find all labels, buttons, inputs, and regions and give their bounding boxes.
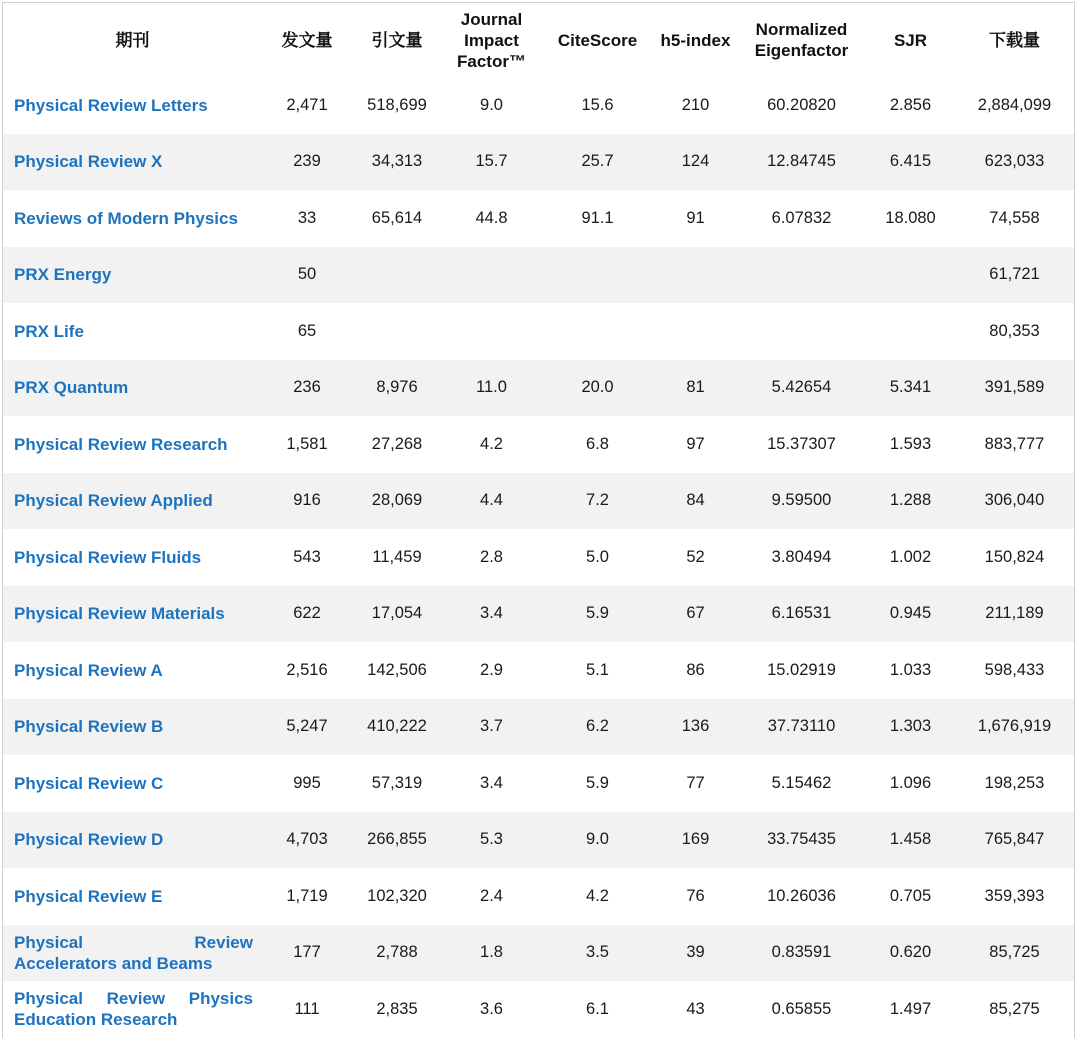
downloads-cell: 2,884,099 bbox=[977, 95, 1052, 114]
eigenfactor-cell: 37.73110 bbox=[767, 717, 836, 736]
citescore-cell: 4.2 bbox=[586, 886, 609, 905]
journal-name bbox=[3, 868, 262, 925]
table-row bbox=[3, 190, 1074, 247]
impact-factor-cell: 1.8 bbox=[480, 943, 503, 962]
journal-link[interactable]: Physical Review Applied bbox=[14, 491, 213, 511]
table-row bbox=[3, 416, 1074, 473]
h5-index-cell: 210 bbox=[681, 95, 710, 114]
downloads-cell: 80,353 bbox=[989, 321, 1040, 340]
h5-index-cell: 77 bbox=[686, 773, 705, 792]
eigenfactor-cell: 6.16531 bbox=[771, 604, 832, 623]
journal-link[interactable]: Physical Review Materials bbox=[14, 604, 225, 624]
citations-cell: 8,976 bbox=[376, 378, 418, 397]
downloads-cell: 198,253 bbox=[984, 773, 1045, 792]
journal-name bbox=[3, 360, 262, 417]
journal-metrics-table-frame bbox=[2, 2, 1075, 1038]
journal-name bbox=[3, 77, 262, 134]
table-header bbox=[3, 3, 1074, 77]
table-row bbox=[3, 247, 1074, 304]
impact-factor-cell: 3.6 bbox=[480, 999, 503, 1018]
table-row bbox=[3, 134, 1074, 191]
eigenfactor-cell: 12.84745 bbox=[767, 152, 836, 171]
sjr-cell: 1.458 bbox=[889, 830, 932, 849]
journal-name bbox=[3, 642, 262, 699]
impact-factor-cell: 3.4 bbox=[480, 604, 503, 623]
downloads-cell: 391,589 bbox=[984, 378, 1045, 397]
downloads-cell: 85,275 bbox=[989, 999, 1040, 1018]
table-body bbox=[3, 77, 1074, 1038]
header-impact-factor: Journal Impact Factor™ bbox=[457, 9, 526, 71]
impact-factor-cell: 4.2 bbox=[480, 434, 503, 453]
citations-cell bbox=[352, 303, 442, 360]
journal-link[interactable]: Physical Review C bbox=[14, 773, 164, 793]
citescore-cell: 6.2 bbox=[586, 717, 609, 736]
sjr-cell: 1.288 bbox=[889, 491, 932, 510]
sjr-cell: 1.593 bbox=[889, 434, 932, 453]
h5-index-cell: 84 bbox=[686, 491, 705, 510]
h5-index-cell: 52 bbox=[686, 547, 705, 566]
header-sjr: SJR bbox=[893, 30, 928, 50]
journal-name bbox=[3, 812, 262, 869]
downloads-cell: 85,725 bbox=[989, 943, 1040, 962]
impact-factor-cell: 9.0 bbox=[480, 95, 503, 114]
eigenfactor-cell: 0.83591 bbox=[771, 943, 832, 962]
citescore-cell: 5.1 bbox=[586, 660, 609, 679]
articles-cell: 111 bbox=[294, 999, 320, 1018]
sjr-cell: 0.945 bbox=[889, 604, 932, 623]
impact-factor-cell: 15.7 bbox=[475, 152, 508, 171]
articles-cell: 1,581 bbox=[286, 434, 328, 453]
sjr-cell bbox=[866, 247, 955, 304]
journal-name bbox=[3, 755, 262, 812]
h5-index-cell: 169 bbox=[681, 830, 710, 849]
h5-index-cell: 39 bbox=[686, 943, 705, 962]
h5-index-cell bbox=[654, 303, 737, 360]
journal-name bbox=[3, 529, 262, 586]
downloads-cell: 765,847 bbox=[984, 830, 1045, 849]
articles-cell: 177 bbox=[293, 943, 321, 962]
journal-name bbox=[3, 247, 262, 304]
journal-name bbox=[3, 134, 262, 191]
articles-cell: 916 bbox=[293, 491, 321, 510]
impact-factor-cell: 4.4 bbox=[480, 491, 503, 510]
eigenfactor-cell: 10.26036 bbox=[767, 886, 836, 905]
sjr-cell: 6.415 bbox=[889, 152, 932, 171]
citations-cell: 2,835 bbox=[376, 999, 418, 1018]
articles-cell: 622 bbox=[293, 604, 321, 623]
h5-index-cell: 91 bbox=[686, 208, 705, 227]
eigenfactor-cell: 15.02919 bbox=[767, 660, 836, 679]
journal-link[interactable]: Physical Review Physics Education Research bbox=[14, 989, 253, 1030]
table-row bbox=[3, 981, 1074, 1038]
impact-factor-cell: 44.8 bbox=[475, 208, 508, 227]
citations-cell: 142,506 bbox=[367, 660, 427, 679]
journal-name bbox=[3, 586, 262, 643]
journal-link[interactable]: Physical Review D bbox=[14, 830, 164, 850]
sjr-cell: 1.497 bbox=[889, 999, 932, 1018]
citations-cell: 266,855 bbox=[367, 830, 427, 849]
citations-cell: 57,319 bbox=[371, 773, 423, 792]
citescore-cell: 5.9 bbox=[586, 604, 609, 623]
h5-index-cell: 124 bbox=[681, 152, 710, 171]
citations-cell: 11,459 bbox=[372, 547, 422, 566]
h5-index-cell: 76 bbox=[686, 886, 705, 905]
journal-name bbox=[3, 981, 262, 1038]
citations-cell: 28,069 bbox=[371, 491, 423, 510]
downloads-cell: 211,189 bbox=[985, 604, 1044, 623]
articles-cell: 50 bbox=[297, 265, 317, 284]
impact-factor-cell: 2.9 bbox=[480, 660, 503, 679]
citescore-cell: 9.0 bbox=[586, 830, 609, 849]
citations-cell: 34,313 bbox=[371, 152, 423, 171]
h5-index-cell: 86 bbox=[686, 660, 705, 679]
downloads-cell: 359,393 bbox=[984, 886, 1045, 905]
h5-index-cell: 97 bbox=[686, 434, 705, 453]
header-eigenfactor: Normalized Eigenfactor bbox=[754, 20, 849, 60]
table-row bbox=[3, 868, 1074, 925]
citescore-cell: 20.0 bbox=[581, 378, 614, 397]
eigenfactor-cell: 9.59500 bbox=[771, 491, 832, 510]
journal-link[interactable]: Physical Review Accelerators and Beams bbox=[14, 932, 253, 973]
articles-cell: 2,471 bbox=[286, 95, 328, 114]
journal-name bbox=[3, 416, 262, 473]
table-row bbox=[3, 77, 1074, 134]
citations-cell: 17,054 bbox=[371, 604, 423, 623]
eigenfactor-cell: 15.37307 bbox=[767, 434, 836, 453]
journal-link[interactable]: PRX Life bbox=[14, 321, 84, 341]
h5-index-cell: 43 bbox=[686, 999, 705, 1018]
table-row bbox=[3, 303, 1074, 360]
sjr-cell: 1.303 bbox=[889, 717, 932, 736]
table-row bbox=[3, 755, 1074, 812]
citescore-cell bbox=[541, 247, 654, 304]
downloads-cell: 150,824 bbox=[984, 547, 1045, 566]
citescore-cell: 5.0 bbox=[586, 547, 609, 566]
citescore-cell: 6.1 bbox=[586, 999, 609, 1018]
articles-cell: 239 bbox=[293, 152, 321, 171]
citescore-cell bbox=[541, 303, 654, 360]
h5-index-cell bbox=[654, 247, 737, 304]
downloads-cell: 74,558 bbox=[989, 208, 1040, 227]
table-row bbox=[3, 699, 1074, 756]
impact-factor-cell bbox=[442, 303, 541, 360]
journal-link[interactable]: Physical Review E bbox=[14, 886, 163, 906]
impact-factor-cell: 11.0 bbox=[476, 378, 507, 397]
journal-link[interactable]: PRX Quantum bbox=[14, 378, 129, 398]
citations-cell: 102,320 bbox=[367, 886, 427, 905]
h5-index-cell: 67 bbox=[686, 604, 705, 623]
citescore-cell: 7.2 bbox=[586, 491, 609, 510]
header-journal: 期刊 bbox=[115, 30, 150, 50]
h5-index-cell: 81 bbox=[686, 378, 705, 397]
header-h5-index: h5-index bbox=[660, 30, 731, 50]
impact-factor-cell bbox=[442, 247, 541, 304]
citescore-cell: 3.5 bbox=[586, 943, 609, 962]
header-downloads: 下载量 bbox=[989, 30, 1040, 50]
table-row bbox=[3, 586, 1074, 643]
eigenfactor-cell: 6.07832 bbox=[771, 208, 832, 227]
table-row bbox=[3, 529, 1074, 586]
journal-link[interactable]: Physical Review B bbox=[14, 717, 164, 737]
journal-name bbox=[3, 190, 262, 247]
articles-cell: 2,516 bbox=[286, 660, 328, 679]
sjr-cell: 1.002 bbox=[889, 547, 932, 566]
downloads-cell: 598,433 bbox=[984, 660, 1045, 679]
journal-metrics-table bbox=[3, 3, 1074, 1038]
citescore-cell: 5.9 bbox=[586, 773, 609, 792]
table-row bbox=[3, 925, 1074, 982]
journal-link[interactable]: PRX Energy bbox=[14, 265, 112, 285]
journal-link[interactable]: Physical Review Fluids bbox=[14, 547, 202, 567]
eigenfactor-cell bbox=[737, 247, 866, 304]
eigenfactor-cell bbox=[737, 303, 866, 360]
articles-cell: 65 bbox=[297, 321, 317, 340]
citations-cell bbox=[352, 247, 442, 304]
header-citescore: CiteScore bbox=[557, 30, 638, 50]
eigenfactor-cell: 3.80494 bbox=[771, 547, 832, 566]
impact-factor-cell: 5.3 bbox=[480, 830, 503, 849]
citations-cell: 410,222 bbox=[367, 717, 427, 736]
sjr-cell bbox=[866, 303, 955, 360]
citescore-cell: 25.7 bbox=[581, 152, 614, 171]
header-row bbox=[3, 3, 1074, 77]
h5-index-cell: 136 bbox=[681, 717, 710, 736]
journal-name bbox=[3, 303, 262, 360]
table-row bbox=[3, 360, 1074, 417]
citations-cell: 518,699 bbox=[367, 95, 427, 114]
citescore-cell: 6.8 bbox=[586, 434, 609, 453]
citations-cell: 2,788 bbox=[376, 943, 418, 962]
table-row bbox=[3, 812, 1074, 869]
articles-cell: 995 bbox=[293, 773, 321, 792]
articles-cell: 236 bbox=[293, 378, 321, 397]
impact-factor-cell: 2.8 bbox=[480, 547, 503, 566]
journal-link[interactable]: Physical Review Letters bbox=[14, 95, 208, 115]
sjr-cell: 2.856 bbox=[889, 95, 932, 114]
eigenfactor-cell: 33.75435 bbox=[767, 830, 836, 849]
journal-link[interactable]: Physical Review X bbox=[14, 152, 163, 172]
impact-factor-cell: 3.7 bbox=[480, 717, 503, 736]
citescore-cell: 91.1 bbox=[581, 208, 614, 227]
journal-name bbox=[3, 925, 262, 982]
impact-factor-cell: 3.4 bbox=[480, 773, 503, 792]
header-articles: 发文量 bbox=[281, 30, 333, 50]
citations-cell: 27,268 bbox=[371, 434, 423, 453]
sjr-cell: 18.080 bbox=[885, 208, 936, 227]
sjr-cell: 1.096 bbox=[889, 773, 932, 792]
sjr-cell: 1.033 bbox=[889, 660, 932, 679]
downloads-cell: 306,040 bbox=[984, 491, 1045, 510]
journal-link[interactable]: Physical Review Research bbox=[14, 434, 228, 454]
sjr-cell: 5.341 bbox=[889, 378, 932, 397]
journal-name bbox=[3, 473, 262, 530]
table-row bbox=[3, 473, 1074, 530]
articles-cell: 4,703 bbox=[286, 830, 328, 849]
journal-link[interactable]: Reviews of Modern Physics bbox=[14, 208, 238, 228]
articles-cell: 33 bbox=[297, 208, 317, 227]
sjr-cell: 0.705 bbox=[889, 886, 932, 905]
downloads-cell: 61,721 bbox=[989, 265, 1040, 284]
eigenfactor-cell: 5.15462 bbox=[771, 773, 832, 792]
articles-cell: 5,247 bbox=[286, 717, 328, 736]
citations-cell: 65,614 bbox=[371, 208, 423, 227]
header-citations: 引文量 bbox=[371, 30, 423, 50]
impact-factor-cell: 2.4 bbox=[480, 886, 503, 905]
eigenfactor-cell: 60.20820 bbox=[767, 95, 836, 114]
articles-cell: 543 bbox=[293, 547, 321, 566]
eigenfactor-cell: 5.42654 bbox=[771, 378, 832, 397]
downloads-cell: 883,777 bbox=[984, 434, 1045, 453]
sjr-cell: 0.620 bbox=[889, 943, 932, 962]
journal-name bbox=[3, 699, 262, 756]
downloads-cell: 623,033 bbox=[984, 152, 1045, 171]
journal-link[interactable]: Physical Review A bbox=[14, 660, 163, 680]
table-row bbox=[3, 642, 1074, 699]
eigenfactor-cell: 0.65855 bbox=[771, 999, 832, 1018]
downloads-cell: 1,676,919 bbox=[977, 717, 1052, 736]
articles-cell: 1,719 bbox=[286, 886, 328, 905]
citescore-cell: 15.6 bbox=[581, 95, 614, 114]
